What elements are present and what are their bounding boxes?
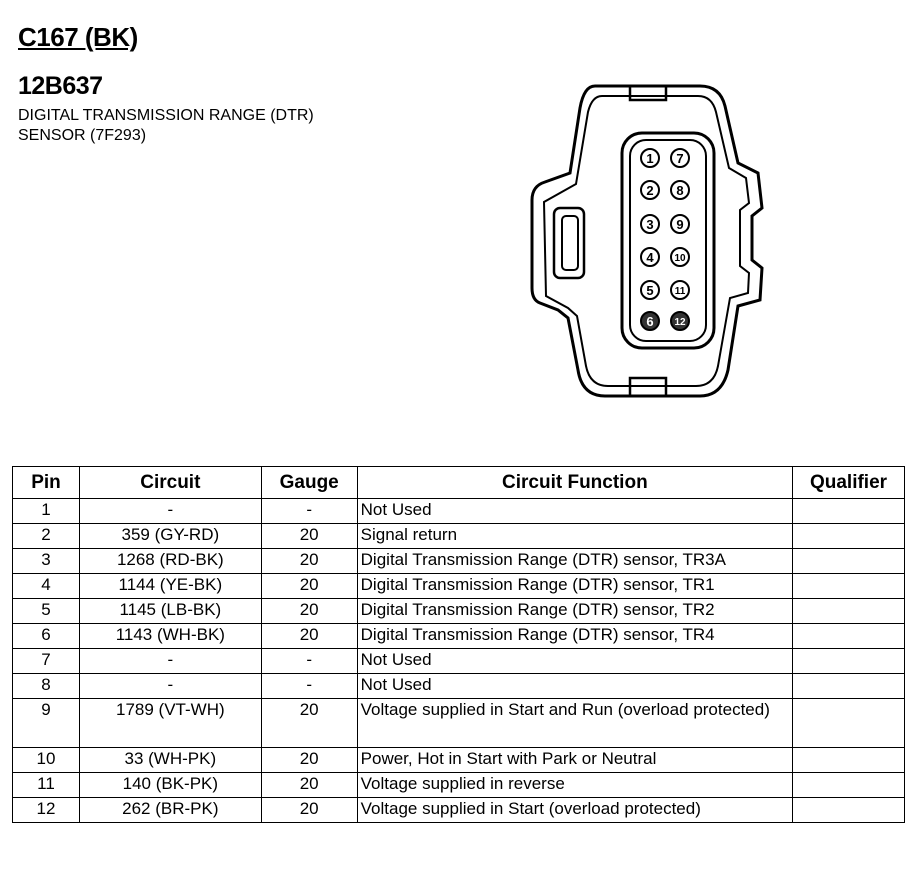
cell-qualifier [793, 549, 905, 574]
description-line-2: SENSOR (7F293) [18, 127, 147, 144]
pin-7-label: 7 [676, 151, 684, 166]
cell-function: Voltage supplied in Start (overload protected) [357, 798, 792, 823]
cell-circuit: 359 (GY-RD) [79, 524, 261, 549]
cell-function: Not Used [357, 499, 792, 524]
cell-gauge: 20 [261, 624, 357, 649]
cell-circuit: 140 (BK-PK) [79, 773, 261, 798]
table-row [13, 524, 905, 549]
cell-gauge: - [261, 499, 357, 524]
cell-circuit: 33 (WH-PK) [79, 748, 261, 773]
cell-pin: 3 [13, 549, 80, 574]
cell-function: Voltage supplied in Start and Run (overload protected) [357, 699, 792, 748]
table-header-row [13, 467, 905, 499]
cell-function: Not Used [357, 649, 792, 674]
cell-circuit: 1789 (VT-WH) [79, 699, 261, 748]
cell-gauge: 20 [261, 748, 357, 773]
pin-cavity-frame [622, 133, 714, 348]
cell-circuit: 262 (BR-PK) [79, 798, 261, 823]
connector-id-title: C167 (BK) [18, 22, 138, 52]
cell-function: Digital Transmission Range (DTR) sensor, TR4 [357, 624, 792, 649]
cell-pin: 8 [13, 674, 80, 699]
table-row [13, 699, 905, 748]
cell-qualifier [793, 773, 905, 798]
cell-pin: 7 [13, 649, 80, 674]
col-header-qualifier: Qualifier [793, 467, 905, 499]
cell-pin: 2 [13, 524, 80, 549]
side-lock-tab [554, 208, 584, 278]
cell-circuit: - [79, 649, 261, 674]
cell-circuit: 1268 (RD-BK) [79, 549, 261, 574]
cell-gauge: 20 [261, 524, 357, 549]
cell-qualifier [793, 524, 905, 549]
cell-gauge: 20 [261, 773, 357, 798]
cell-gauge: - [261, 674, 357, 699]
cell-function: Digital Transmission Range (DTR) sensor, TR2 [357, 599, 792, 624]
cell-gauge: 20 [261, 699, 357, 748]
pin-column-right [671, 149, 689, 330]
cell-gauge: 20 [261, 599, 357, 624]
table-row [13, 649, 905, 674]
cell-pin: 10 [13, 748, 80, 773]
cell-function: Digital Transmission Range (DTR) sensor, TR1 [357, 574, 792, 599]
table-row [13, 773, 905, 798]
col-header-gauge: Gauge [261, 467, 357, 499]
pin-5-label: 5 [646, 283, 654, 298]
pin-9-label: 9 [676, 217, 684, 232]
table-row [13, 674, 905, 699]
cell-qualifier [793, 674, 905, 699]
cell-pin: 1 [13, 499, 80, 524]
cell-qualifier [793, 748, 905, 773]
pin-2-label: 2 [646, 183, 654, 198]
col-header-pin: Pin [13, 467, 80, 499]
cell-function: Not Used [357, 674, 792, 699]
component-description [18, 106, 314, 146]
pin-8-label: 8 [676, 183, 684, 198]
cell-circuit: 1143 (WH-BK) [79, 624, 261, 649]
cell-qualifier [793, 624, 905, 649]
pin-1-label: 1 [646, 151, 654, 166]
pin-column-left [641, 149, 659, 330]
table-row [13, 499, 905, 524]
cell-gauge: 20 [261, 574, 357, 599]
table-row [13, 748, 905, 773]
pin-cavity-inner [630, 140, 706, 341]
cell-qualifier [793, 699, 905, 748]
side-lock-tab-inner [562, 216, 578, 270]
connector-face-diagram [520, 78, 780, 403]
cell-circuit: 1144 (YE-BK) [79, 574, 261, 599]
top-latch [630, 86, 666, 100]
table-row [13, 599, 905, 624]
cell-pin: 5 [13, 599, 80, 624]
col-header-circuit: Circuit [79, 467, 261, 499]
cell-pin: 12 [13, 798, 80, 823]
col-header-function: Circuit Function [357, 467, 792, 499]
table-row [13, 574, 905, 599]
table-row [13, 798, 905, 823]
cell-qualifier [793, 599, 905, 624]
pinout-table [12, 466, 905, 823]
cell-gauge: 20 [261, 798, 357, 823]
description-line-1: DIGITAL TRANSMISSION RANGE (DTR) [18, 107, 314, 124]
cell-function: Digital Transmission Range (DTR) sensor, TR3A [357, 549, 792, 574]
pin-10-label: 10 [674, 253, 686, 264]
cell-gauge: 20 [261, 549, 357, 574]
pin-4-label: 4 [646, 250, 654, 265]
cell-function: Signal return [357, 524, 792, 549]
cell-qualifier [793, 649, 905, 674]
cell-pin: 11 [13, 773, 80, 798]
cell-pin: 6 [13, 624, 80, 649]
cell-circuit: 1145 (LB-BK) [79, 599, 261, 624]
pin-6-label: 6 [646, 314, 654, 329]
pin-12-label: 12 [674, 317, 686, 328]
cell-gauge: - [261, 649, 357, 674]
pin-11-label: 11 [674, 286, 686, 297]
table-row [13, 624, 905, 649]
cell-pin: 4 [13, 574, 80, 599]
cell-circuit: - [79, 499, 261, 524]
part-number: 12B637 [18, 72, 103, 100]
pin-3-label: 3 [646, 217, 654, 232]
cell-pin: 9 [13, 699, 80, 748]
cell-circuit: - [79, 674, 261, 699]
cell-function: Voltage supplied in reverse [357, 773, 792, 798]
cell-function: Power, Hot in Start with Park or Neutral [357, 748, 792, 773]
cell-qualifier [793, 798, 905, 823]
cell-qualifier [793, 574, 905, 599]
table-row [13, 549, 905, 574]
cell-qualifier [793, 499, 905, 524]
